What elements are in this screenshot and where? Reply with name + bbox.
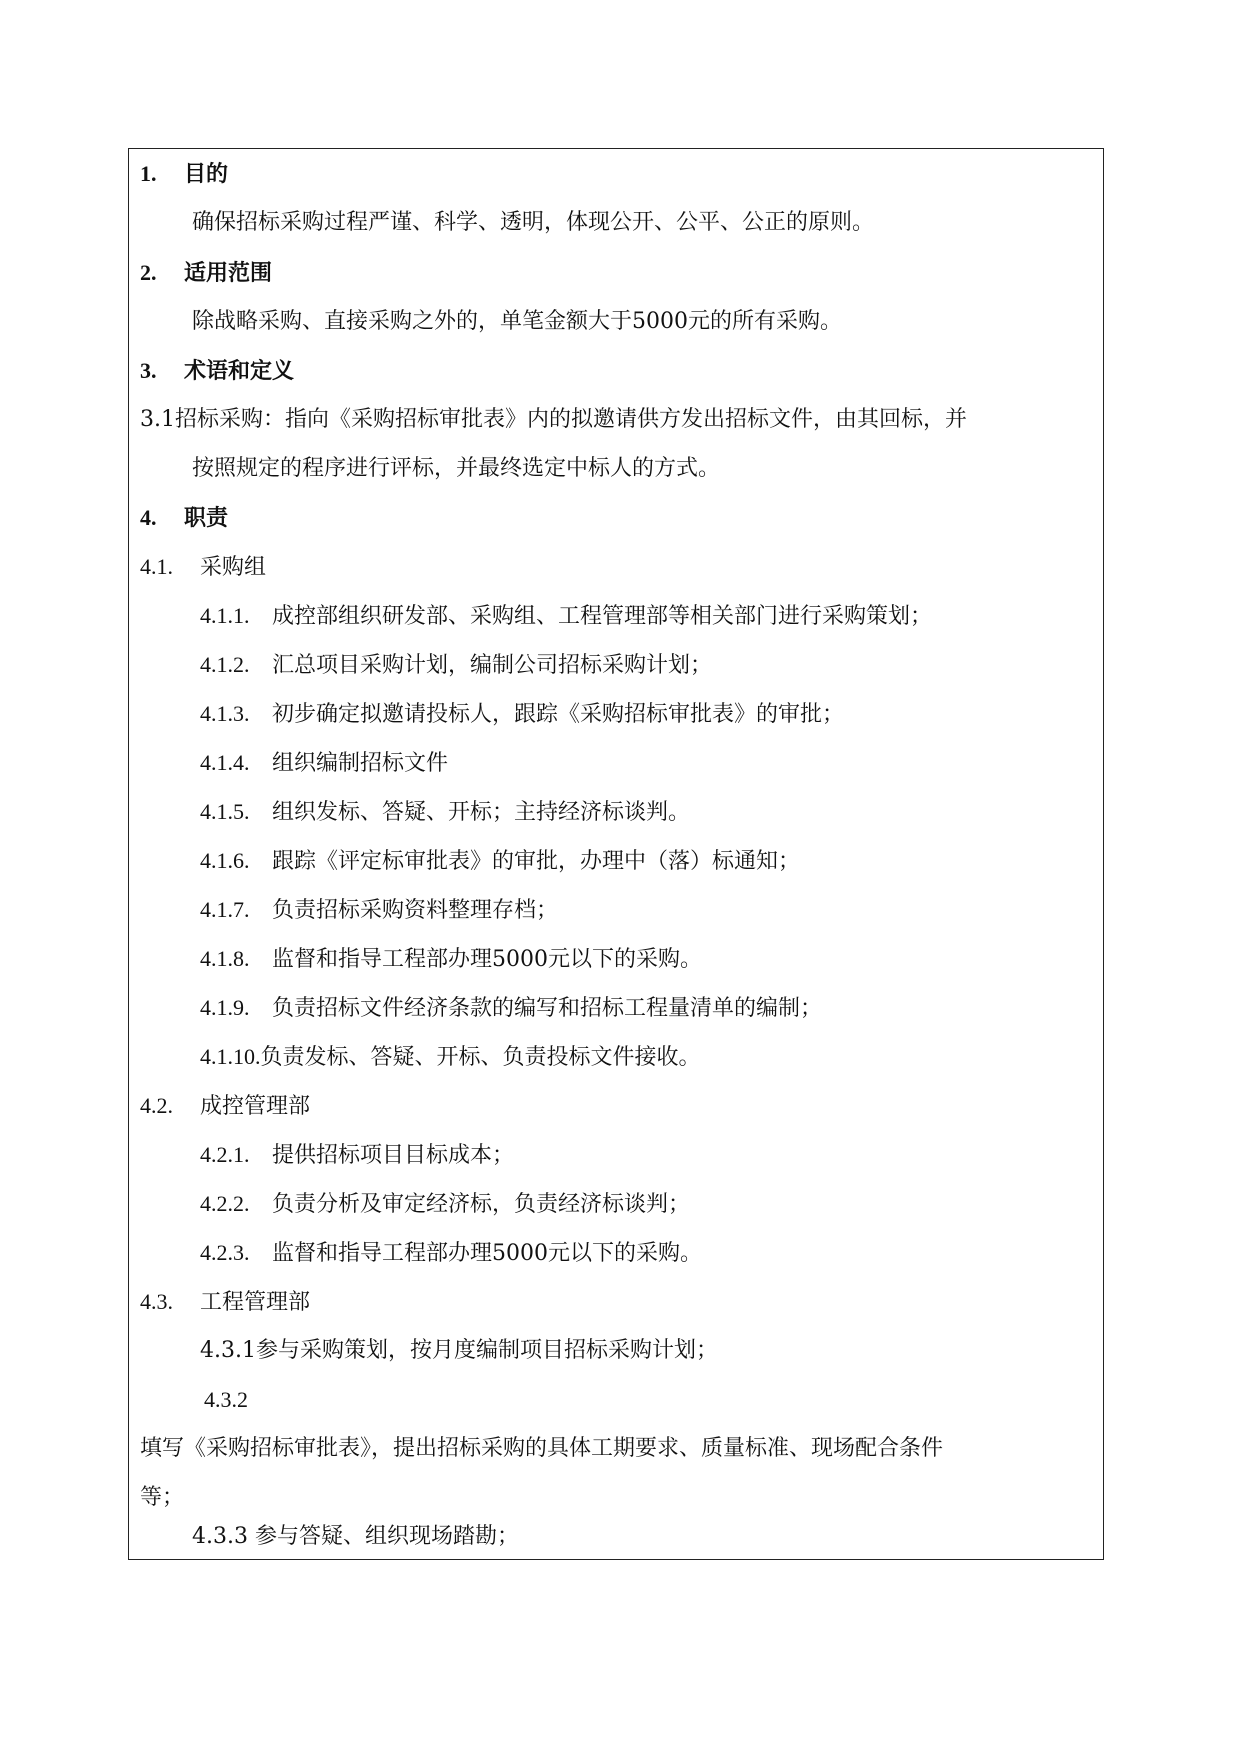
section-2-body: 除战略采购、直接采购之外的，单笔金额大于5000元的所有采购。	[192, 309, 842, 334]
group-number: 4.1.	[140, 554, 173, 579]
list-item	[200, 699, 844, 730]
item-text: 监督和指导工程部办理5000元以下的采购。	[272, 947, 702, 972]
item-number: 4.1.2.	[200, 652, 250, 677]
item-number: 4.2.3.	[200, 1240, 250, 1265]
section-title: 职责	[184, 506, 229, 531]
group-heading-4-2	[140, 1091, 310, 1122]
list-item	[200, 1140, 514, 1171]
section-title: 适用范围	[184, 261, 273, 286]
list-item	[200, 1042, 701, 1073]
list-item-continuation-1: 填写《采购招标审批表》，提出招标采购的具体工期要求、质量标准、现场配合条件	[140, 1436, 944, 1461]
definition-line-2: 按照规定的程序进行评标，并最终选定中标人的方式。	[192, 456, 721, 481]
group-number: 4.3.	[140, 1289, 173, 1314]
group-name: 采购组	[200, 555, 267, 580]
item-number: 4.1.6.	[200, 848, 250, 873]
section-title: 目的	[184, 162, 229, 187]
item-text: 负责招标采购资料整理存档；	[272, 898, 559, 923]
item-number: 4.2.2.	[200, 1191, 250, 1216]
item-number: 4.2.1.	[200, 1142, 250, 1167]
group-number: 4.2.	[140, 1093, 173, 1118]
list-item	[200, 797, 690, 828]
list-item	[200, 944, 702, 975]
item-text: 跟踪《评定标审批表》的审批，办理中（落）标通知；	[272, 849, 801, 874]
item-text: 负责招标文件经济条款的编写和招标工程量清单的编制；	[272, 996, 823, 1021]
section-title: 术语和定义	[184, 359, 295, 384]
section-1-body: 确保招标采购过程严谨、科学、透明，体现公开、公平、公正的原则。	[192, 210, 875, 235]
item-text: 初步确定拟邀请投标人，跟踪《采购招标审批表》的审批；	[272, 702, 845, 727]
list-item	[200, 1189, 690, 1220]
item-number: 4.1.9.	[200, 995, 250, 1020]
item-number: 4.1.4.	[200, 750, 250, 775]
item-number: 4.1.7.	[200, 897, 250, 922]
list-item: 4.3.3 参与答疑、组织现场踏勘；	[192, 1524, 519, 1549]
item-number: 4.1.5.	[200, 799, 250, 824]
list-item	[200, 650, 712, 681]
list-item	[200, 895, 558, 926]
item-text: 汇总项目采购计划，编制公司招标采购计划；	[272, 653, 713, 678]
item-text: 负责分析及审定经济标，负责经济标谈判；	[272, 1192, 691, 1217]
item-text: 组织编制招标文件	[272, 751, 449, 776]
item-number: 4.3.2	[204, 1387, 248, 1412]
section-4-heading	[140, 503, 228, 534]
section-number: 2.	[140, 260, 157, 285]
section-number: 4.	[140, 505, 157, 530]
item-number: 4.1.1.	[200, 603, 250, 628]
group-name: 成控管理部	[200, 1094, 311, 1119]
list-item: 4.3.1参与采购策划，按月度编制项目招标采购计划；	[200, 1338, 718, 1363]
list-item	[200, 993, 822, 1024]
definition-line-1: 3.1招标采购：指向《采购招标审批表》内的拟邀请供方发出招标文件，由其回标，并	[140, 407, 967, 432]
list-item	[200, 846, 800, 877]
section-3-heading	[140, 356, 294, 387]
item-number: 4.1.10.	[200, 1044, 261, 1069]
item-number: 4.1.8.	[200, 946, 250, 971]
list-item-continuation-2: 等；	[140, 1485, 185, 1510]
group-heading-4-1	[140, 552, 266, 583]
item-number: 4.1.3.	[200, 701, 250, 726]
section-number: 3.	[140, 358, 157, 383]
item-text: 提供招标项目目标成本；	[272, 1143, 515, 1168]
section-number: 1.	[140, 161, 157, 186]
item-text: 监督和指导工程部办理5000元以下的采购。	[272, 1241, 702, 1266]
item-text: 负责发标、答疑、开标、负责投标文件接收。	[260, 1045, 701, 1070]
section-2-heading	[140, 258, 272, 289]
item-text: 成控部组织研发部、采购组、工程管理部等相关部门进行采购策划；	[272, 604, 933, 629]
list-item	[200, 1238, 702, 1269]
group-heading-4-3	[140, 1287, 310, 1318]
group-name: 工程管理部	[200, 1290, 311, 1315]
list-item	[200, 601, 932, 632]
section-1-heading	[140, 159, 228, 190]
item-text: 组织发标、答疑、开标；主持经济标谈判。	[272, 800, 691, 825]
list-item	[200, 748, 448, 779]
